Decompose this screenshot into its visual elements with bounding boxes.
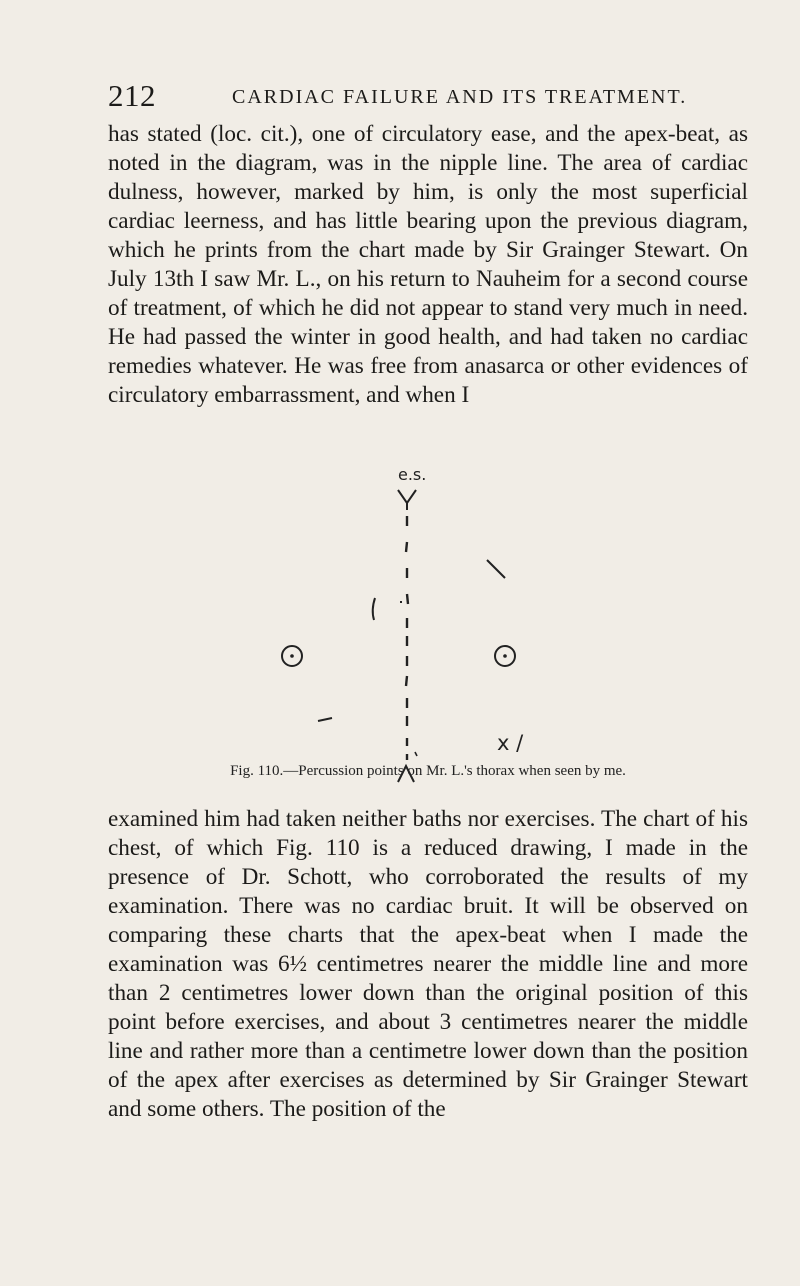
left-bracket-mark [373,598,375,620]
running-head: CARDIAC FAILURE AND ITS TREATMENT. [232,86,688,108]
label-top: e.s. [398,465,427,484]
page-number: 212 [108,78,156,113]
top-y-mark [398,490,416,510]
page-header [108,78,748,118]
midline-dots [406,516,408,760]
right-nipple-mark [495,646,515,666]
small-tick [415,752,417,756]
body-paragraph-1: has stated (loc. cit.), one of circulatory ease, and the apex-beat, as noted in the diagram, was in the nipple line. The area of cardiac dulness, however, marked by him, is only the most superficial cardiac leerness, and has little bearing upon the previous diagram, which he prints from the chart made by Sir Grainger Stewart. On July 13th I saw Mr. L., on his return to Nauheim for a second course of treatment, of which he did not appear to stand very much in need. He had passed the winter in good health, and had taken no cardiac remedies whatever. He was free from anasarca or other evidences of circulatory embarrassment, and when I [108,121,748,408]
body-paragraph-2: examined him had taken neither baths nor exercises. The chart of his chest, of which Fig. 110 is a reduced drawing, I made in the presence of Dr. Schott, who corroborated the results of my examination. There was no cardiac bruit. It will be observed on comparing these charts that the apex-beat when I made the examination was 6½ centimetres nearer the middle line and more than 2 centimetres lower down than the original position of this point before exercises, and about 3 centimetres nearer the middle line and rather more than a centimetre lower down than the position of the apex after exercises as determined by Sir Grainger Stewart and some others. The position of the [108,806,748,1122]
left-nipple-mark [282,646,302,666]
left-dash-mark [318,718,332,721]
label-x-mark: x / [497,731,524,755]
diagonal-mark [487,560,505,578]
figure-caption: Fig. 110.—Percussion points on Mr. L.'s thorax when seen by me. [230,763,626,779]
